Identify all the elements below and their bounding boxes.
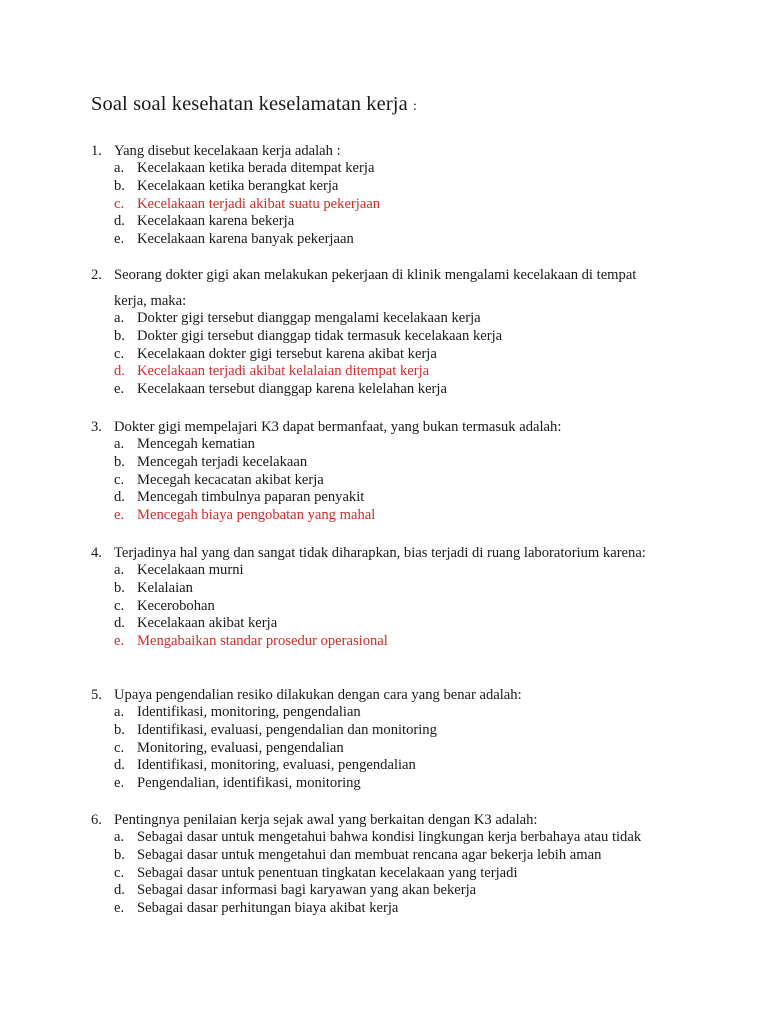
- question-text: Pentingnya penilaian kerja sejak awal yang berkaitan dengan K3 adalah:: [114, 812, 538, 828]
- question-text: Yang disebut kecelakaan kerja adalah :: [114, 143, 341, 159]
- option-text: Sebagai dasar untuk mengetahui dan membuat rencana agar bekerja lebih aman: [137, 846, 602, 863]
- option-text: Kecelakaan karena banyak pekerjaan: [137, 231, 354, 248]
- option-a: [91, 829, 691, 847]
- option-d: [91, 882, 691, 900]
- option-letter: d.: [114, 882, 125, 899]
- option-letter: c.: [114, 864, 125, 881]
- page-title: [91, 93, 417, 116]
- option-text: Identifikasi, monitoring, pengendalian: [137, 704, 361, 720]
- question-number: 3.: [91, 419, 102, 435]
- option-text: Kecelakaan terjadi akibat suatu pekerjaan: [137, 195, 381, 212]
- option-text: Mencegah timbulnya paparan penyakit: [137, 489, 365, 506]
- option-text: Kecelakaan murni: [137, 562, 244, 578]
- option-letter: c.: [114, 739, 125, 756]
- question-2: [91, 266, 691, 399]
- option-c: [91, 598, 691, 616]
- question-number: 4.: [91, 545, 102, 561]
- option-text: Sebagai dasar perhitungan biaya akibat kerja: [137, 900, 399, 917]
- option-d: [91, 615, 691, 633]
- option-letter: a.: [114, 436, 125, 452]
- option-letter: b.: [114, 177, 125, 194]
- option-b: [91, 722, 691, 740]
- option-text: Identifikasi, evaluasi, pengendalian dan monitoring: [137, 721, 437, 738]
- option-letter: d.: [114, 489, 125, 506]
- option-text: Dokter gigi tersebut dianggap tidak termasuk kecelakaan kerja: [137, 327, 503, 344]
- option-text: Kecelakaan karena bekerja: [137, 213, 295, 230]
- question-text: Dokter gigi mempelajari K3 dapat bermanfaat, yang bukan termasuk adalah:: [114, 419, 562, 435]
- option-c-correct: [91, 196, 691, 214]
- question-text: Seorang dokter gigi akan melakukan pekerjaan di klinik mengalami kecelakaan di tempat: [114, 267, 637, 283]
- option-letter: b.: [114, 721, 125, 738]
- option-letter: c.: [114, 195, 125, 212]
- question-text: Terjadinya hal yang dan sangat tidak diharapkan, bias terjadi di ruang laboratorium karena:: [114, 545, 646, 561]
- option-text: Kecelakaan terjadi akibat kelalaian ditempat kerja: [137, 363, 430, 380]
- option-e: [91, 381, 691, 399]
- option-letter: d.: [114, 615, 125, 632]
- question-text-continued: kerja, maka:: [114, 293, 187, 309]
- option-c: [91, 740, 691, 758]
- title-colon: :: [413, 99, 417, 114]
- option-letter: e.: [114, 633, 125, 650]
- option-e: [91, 775, 691, 793]
- option-b: [91, 580, 691, 598]
- option-a: [91, 310, 691, 328]
- option-text: Sebagai dasar untuk mengetahui bahwa kondisi lingkungan kerja berbahaya atau tidak: [137, 829, 642, 845]
- question-number: 6.: [91, 812, 102, 828]
- option-c: [91, 865, 691, 883]
- option-letter: a.: [114, 160, 125, 176]
- option-text: Kecelakaan tersebut dianggap karena kelelahan kerja: [137, 381, 447, 398]
- option-letter: e.: [114, 507, 125, 524]
- option-text: Dokter gigi tersebut dianggap mengalami kecelakaan kerja: [137, 310, 481, 326]
- question-6: [91, 811, 691, 918]
- option-b: [91, 847, 691, 865]
- option-text: Mencegah biaya pengobatan yang mahal: [137, 507, 376, 524]
- option-letter: b.: [114, 846, 125, 863]
- option-letter: b.: [114, 327, 125, 344]
- option-b: [91, 328, 691, 346]
- option-letter: b.: [114, 579, 125, 596]
- option-letter: c.: [114, 471, 125, 488]
- option-text: Kelalaian: [137, 579, 193, 596]
- option-letter: a.: [114, 562, 125, 578]
- option-e-correct: [91, 507, 691, 525]
- question-number: 5.: [91, 687, 102, 703]
- option-letter: b.: [114, 453, 125, 470]
- option-letter: e.: [114, 381, 125, 398]
- option-letter: a.: [114, 310, 125, 326]
- option-d: [91, 213, 691, 231]
- option-e: [91, 900, 691, 918]
- option-c: [91, 346, 691, 364]
- option-e: [91, 231, 691, 249]
- option-letter: a.: [114, 704, 125, 720]
- title-text: Soal soal kesehatan keselamatan kerja: [91, 93, 408, 115]
- option-a: [91, 704, 691, 722]
- option-a: [91, 160, 691, 178]
- option-d-correct: [91, 363, 691, 381]
- option-text: Kecerobohan: [137, 597, 215, 614]
- option-a: [91, 562, 691, 580]
- option-text: Pengendalian, identifikasi, monitoring: [137, 775, 361, 792]
- option-text: Identifikasi, monitoring, evaluasi, pengendalian: [137, 757, 416, 774]
- option-letter: d.: [114, 213, 125, 230]
- option-letter: d.: [114, 363, 125, 380]
- option-b: [91, 178, 691, 196]
- question-4: [91, 544, 691, 651]
- option-letter: e.: [114, 900, 125, 917]
- option-d: [91, 757, 691, 775]
- option-text: Mencegah terjadi kecelakaan: [137, 453, 308, 470]
- option-text: Sebagai dasar untuk penentuan tingkatan kecelakaan yang terjadi: [137, 864, 518, 881]
- option-letter: c.: [114, 597, 125, 614]
- option-e-correct: [91, 633, 691, 651]
- option-c: [91, 472, 691, 490]
- option-letter: e.: [114, 231, 125, 248]
- question-5: [91, 686, 691, 793]
- question-number: 2.: [91, 267, 102, 283]
- option-letter: a.: [114, 829, 125, 845]
- option-a: [91, 436, 691, 454]
- option-text: Mengabaikan standar prosedur operasional: [137, 633, 388, 650]
- option-text: Kecelakaan ketika berangkat kerja: [137, 177, 339, 194]
- question-1: [91, 142, 691, 249]
- option-letter: d.: [114, 757, 125, 774]
- question-text: Upaya pengendalian resiko dilakukan dengan cara yang benar adalah:: [114, 687, 522, 703]
- option-text: Monitoring, evaluasi, pengendalian: [137, 739, 344, 756]
- option-letter: c.: [114, 345, 125, 362]
- option-text: Kecelakaan ketika berada ditempat kerja: [137, 160, 375, 176]
- option-text: Mecegah kecacatan akibat kerja: [137, 471, 324, 488]
- option-b: [91, 454, 691, 472]
- option-text: Sebagai dasar informasi bagi karyawan yang akan bekerja: [137, 882, 477, 899]
- option-text: Kecelakaan akibat kerja: [137, 615, 278, 632]
- option-text: Mencegah kematian: [137, 436, 255, 452]
- option-d: [91, 489, 691, 507]
- option-letter: e.: [114, 775, 125, 792]
- question-number: 1.: [91, 143, 102, 159]
- question-3: [91, 418, 691, 525]
- option-text: Kecelakaan dokter gigi tersebut karena akibat kerja: [137, 345, 437, 362]
